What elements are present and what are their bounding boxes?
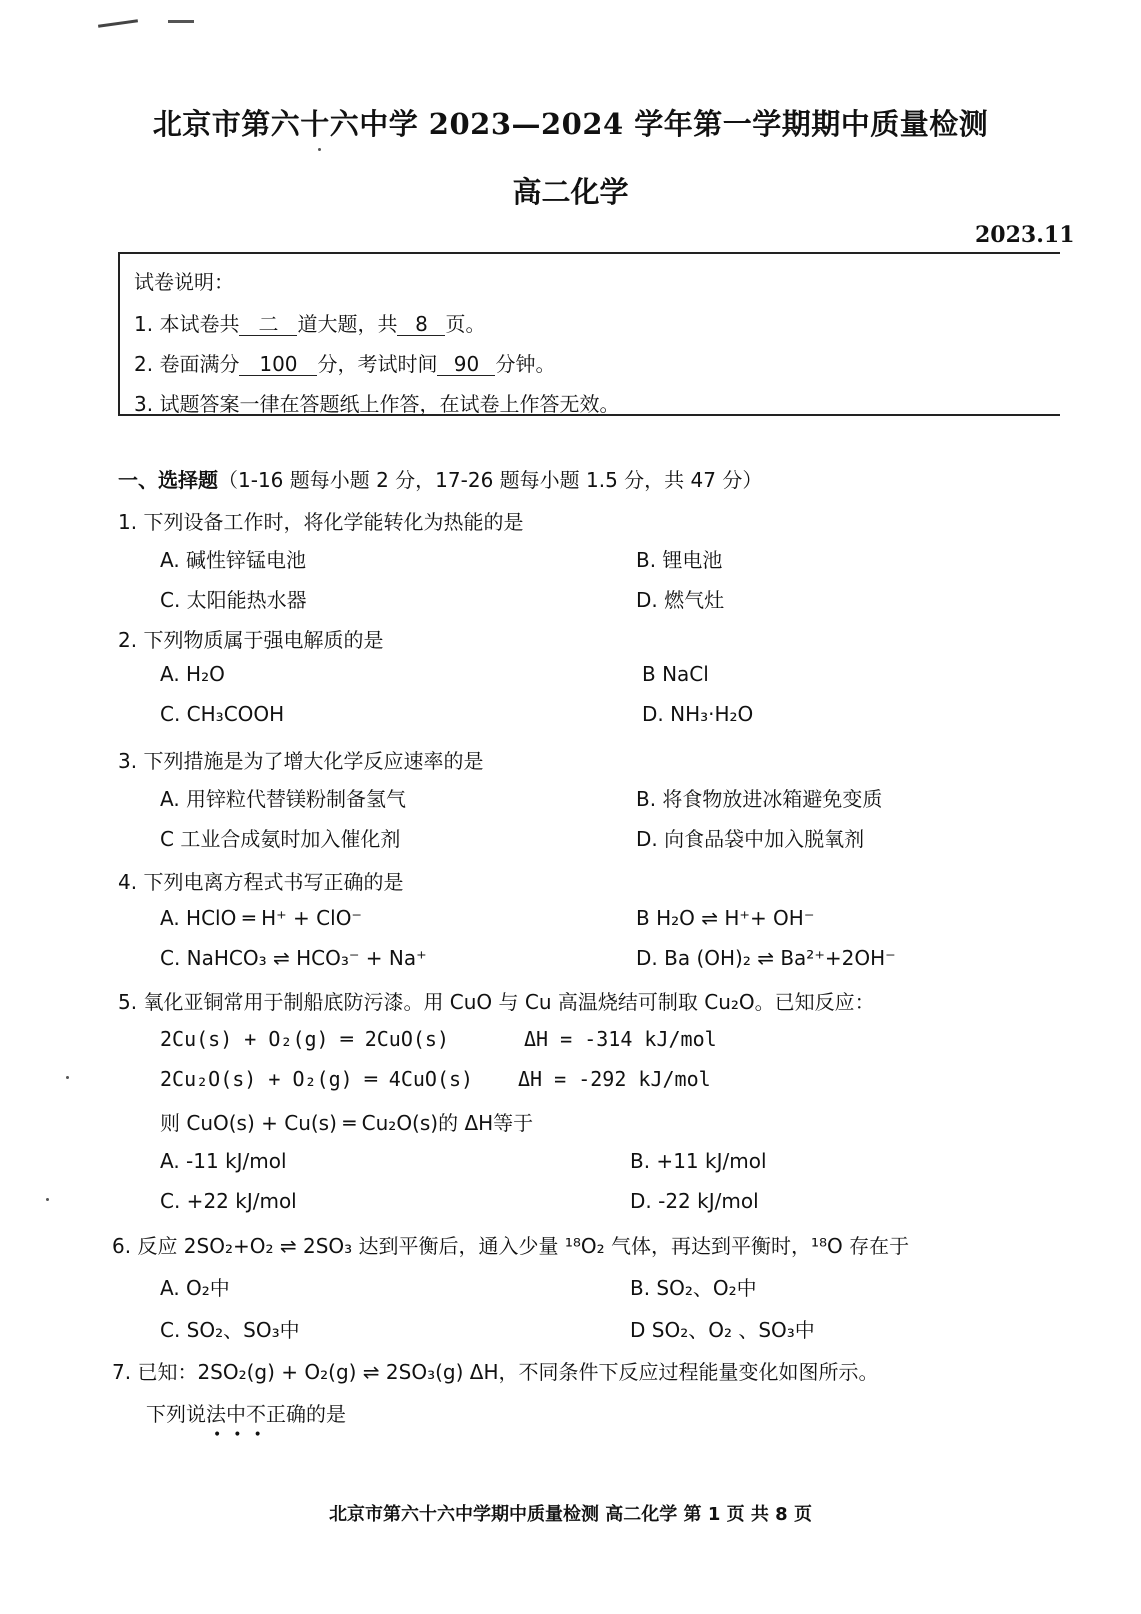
- question-4: 4. 下列电离方程式书写正确的是: [118, 870, 404, 894]
- exam-date: 2023.11: [975, 222, 1075, 248]
- question-2: 2. 下列物质属于强电解质的是: [118, 628, 384, 652]
- page-title: 北京市第六十六中学 2023—2024 学年第一学期期中质量检测: [152, 107, 989, 141]
- page-subtitle: 高二化学: [512, 175, 629, 209]
- q3-option-c: C 工业合成氨时加入催化剂: [160, 827, 401, 851]
- blank-time: 90: [437, 353, 495, 376]
- q4-option-d: D. Ba (OH)₂ ⇌ Ba²⁺+2OH⁻: [636, 946, 896, 970]
- section-label: 一、选择题: [118, 468, 218, 492]
- q5-enthalpy-1: ΔH = -314 kJ/mol: [524, 1027, 717, 1051]
- page-footer: 北京市第六十六中学期中质量检测 高二化学 第 1 页 共 8 页: [329, 1504, 812, 1525]
- instruction-text: 分钟。: [495, 352, 556, 376]
- q5-enthalpy-2: ΔH = -292 kJ/mol: [518, 1067, 711, 1091]
- instruction-line-3: 3. 试题答案一律在答题纸上作答，在试卷上作答无效。: [134, 392, 620, 416]
- section-heading: [118, 464, 762, 493]
- q2-option-a: A. H₂O: [160, 662, 225, 686]
- instruction-line-2: [134, 348, 555, 377]
- instruction-text: 道大题，共: [297, 312, 398, 336]
- instruction-text: 分，考试时间: [317, 352, 438, 376]
- q5-option-c: C. +22 kJ/mol: [160, 1189, 297, 1213]
- q4-option-b: B H₂O ⇌ H⁺+ OH⁻: [636, 906, 815, 930]
- instruction-text: 页。: [445, 312, 486, 336]
- instruction-line-1: [134, 308, 485, 337]
- q5-equation-1: 2Cu(s) + O₂(g) ═ 2CuO(s): [160, 1027, 449, 1051]
- q1-option-c: C. 太阳能热水器: [160, 588, 307, 612]
- blank-sections: 二: [239, 313, 297, 336]
- question-5: 5. 氧化亚铜常用于制船底防污漆。用 CuO 与 Cu 高温烧结可制取 Cu₂O。已知反应：: [118, 990, 875, 1014]
- instructions-heading: 试卷说明：: [134, 270, 234, 294]
- q5-option-d: D. -22 kJ/mol: [630, 1189, 759, 1213]
- blank-pages: 8: [397, 313, 445, 336]
- question-1: 1. 下列设备工作时，将化学能转化为热能的是: [118, 510, 524, 534]
- q4-option-c: C. NaHCO₃ ⇌ HCO₃⁻ + Na⁺: [160, 946, 427, 970]
- q1-option-a: A. 碱性锌锰电池: [160, 548, 307, 572]
- q6-option-a: A. O₂中: [160, 1276, 230, 1300]
- blank-score: 100: [239, 353, 317, 376]
- scan-mark: [168, 20, 194, 23]
- q3-option-b: B. 将食物放进冰箱避免变质: [636, 787, 883, 811]
- section-note: （1-16 题每小题 2 分，17-26 题每小题 1.5 分，共 47 分）: [218, 468, 763, 492]
- q5-option-a: A. -11 kJ/mol: [160, 1149, 287, 1173]
- question-7-prompt: 下列说法中不正确的是: [146, 1402, 346, 1426]
- scan-mark: [98, 19, 138, 28]
- q6-option-b: B. SO₂、O₂中: [630, 1276, 757, 1300]
- q6-option-c: C. SO₂、SO₃中: [160, 1318, 300, 1342]
- q6-option-d: D SO₂、O₂ 、SO₃中: [630, 1318, 815, 1342]
- question-3: 3. 下列措施是为了增大化学反应速率的是: [118, 749, 484, 773]
- scan-speck: [318, 148, 321, 151]
- q5-ask: 则 CuO(s) + Cu(s) ═ Cu₂O(s)的 ΔH等于: [160, 1111, 534, 1135]
- instruction-text: 1. 本试卷共: [134, 312, 240, 336]
- q5-option-b: B. +11 kJ/mol: [630, 1149, 767, 1173]
- instruction-text: 2. 卷面满分: [134, 352, 240, 376]
- emphasis-dots: •••: [213, 1427, 274, 1443]
- q1-option-d: D. 燃气灶: [636, 588, 725, 612]
- scan-speck: [46, 1198, 49, 1201]
- q2-option-b: B NaCl: [642, 662, 709, 686]
- question-6: 6. 反应 2SO₂+O₂ ⇌ 2SO₃ 达到平衡后，通入少量 ¹⁸O₂ 气体，再达到平衡时，¹⁸O 存在于: [112, 1234, 910, 1258]
- question-7: 7. 已知：2SO₂(g) + O₂(g) ⇌ 2SO₃(g) ΔH，不同条件下反应过程能量变化如图所示。: [112, 1360, 879, 1384]
- q5-equation-2: 2Cu₂O(s) + O₂(g) ═ 4CuO(s): [160, 1067, 474, 1091]
- q3-option-a: A. 用锌粒代替镁粉制备氢气: [160, 787, 407, 811]
- q2-option-c: C. CH₃COOH: [160, 702, 285, 726]
- q2-option-d: D. NH₃·H₂O: [642, 702, 754, 726]
- q3-option-d: D. 向食品袋中加入脱氧剂: [636, 827, 865, 851]
- q1-option-b: B. 锂电池: [636, 548, 723, 572]
- q4-option-a: A. HClO ═ H⁺ + ClO⁻: [160, 906, 362, 930]
- instructions-box: [118, 252, 1060, 416]
- scan-speck: [66, 1076, 69, 1079]
